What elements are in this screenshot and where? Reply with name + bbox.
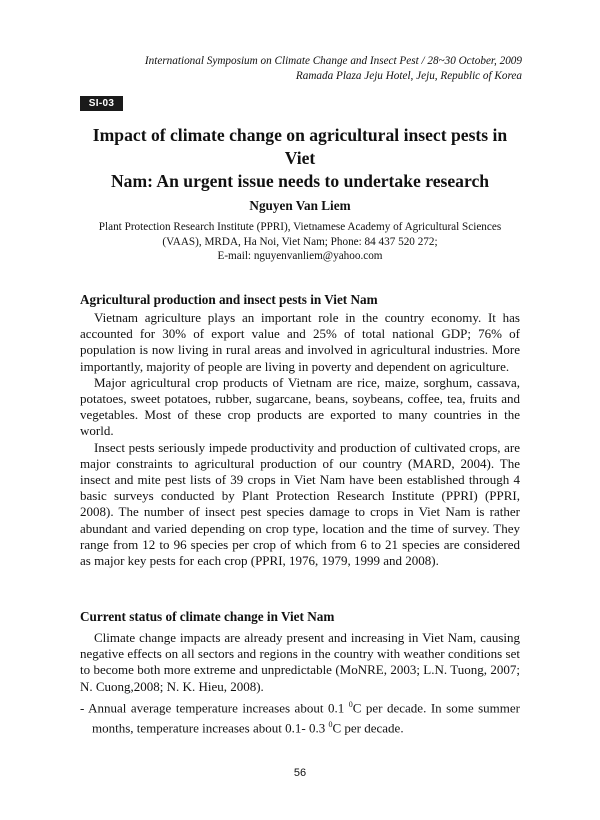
author-name: Nguyen Van Liem (249, 198, 351, 213)
paragraph: Major agricultural crop products of Vietnam are rice, maize, sorghum, cassava, potatoes, sweet potatoes, rubber, sugarcane, beans, soybeans, coffee, tea, fruits and vegetables. Most of these crop products are exported to many countries in the world. (80, 374, 520, 439)
affiliation-email: E-mail: nguyenvanliem@yahoo.com (217, 250, 383, 262)
bullet-item-temperature (80, 697, 520, 736)
bullet-text-part-2: C per decade. In some summer months, temperature increases about 0.1- 0.3 (92, 700, 520, 735)
bullet-text-part-3: C per decade. (332, 719, 404, 735)
header-line-1: International Symposium on Climate Change and Insect Pest / 28~30 October, 2009 (144, 55, 522, 67)
page-number: 56 (293, 767, 307, 779)
section-heading-climate-change: Current status of climate change in Viet Nam (80, 609, 335, 624)
author-affiliation (80, 220, 520, 264)
bullet-dash: - (80, 700, 85, 716)
running-header (145, 54, 522, 84)
superscript: 0 (348, 700, 353, 709)
title-line-2: Nam: An urgent issue needs to undertake research (110, 171, 490, 191)
paragraph: Insect pests seriously impede productivity and production of cultivated crops, are major constraints to agricultural production of our country (MARD, 2004). The insect and mite pest lists of 39 crops in Viet Nam have been established through 4 basic surveys conducted by Plant Protection Research Institute (PPRI) (PPRI, 2008). The number of insect pest species damage to crops in Viet Nam is rather abundant and varied depending on crop type, location and the time of survey. They range from 12 to 96 species per crop of which from 6 to 21 species are considered as major key pests for each crop (PPRI, 1976, 1979, 1999 and 2008). (80, 439, 520, 569)
affiliation-line-2: (VAAS), MRDA, Ha Noi, Viet Nam; Phone: 84 437 520 272; (162, 235, 438, 248)
section-heading-agricultural-production: Agricultural production and insect pests in Viet Nam (80, 292, 378, 307)
affiliation-line-1: Plant Protection Research Institute (PPRI), Vietnamese Academy of Agricultural Sciences (98, 221, 502, 233)
header-line-2: Ramada Plaza Jeju Hotel, Jeju, Republic of Korea (295, 70, 522, 82)
paragraph: Vietnam agriculture plays an important role in the country economy. It has accounted for 30% of export value and 25% of total national GDP; 76% of population is now living in rural areas and involved in agricultural industries. More importantly, majority of people are living in poverty and dependent on agriculture. (80, 310, 520, 374)
superscript: 0 (328, 719, 333, 729)
paragraph: Climate change impacts are already present and increasing in Viet Nam, causing negative effects on all sectors and regions in the country with weather conditions set to become both more extreme and unpredictable (MoNRE, 2003; L.N. Tuong, 2007; N. Cuong,2008; N. K. Hieu, 2008). (80, 630, 520, 694)
section-2-body (80, 630, 520, 695)
paper-title (80, 124, 520, 193)
session-badge: SI-03 (80, 96, 123, 111)
section-1-body (80, 310, 520, 569)
title-line-1: Impact of climate change on agricultural insect pests in Viet (92, 125, 508, 168)
bullet-text-part-1: Annual average temperature increases about 0.1 (88, 700, 349, 716)
